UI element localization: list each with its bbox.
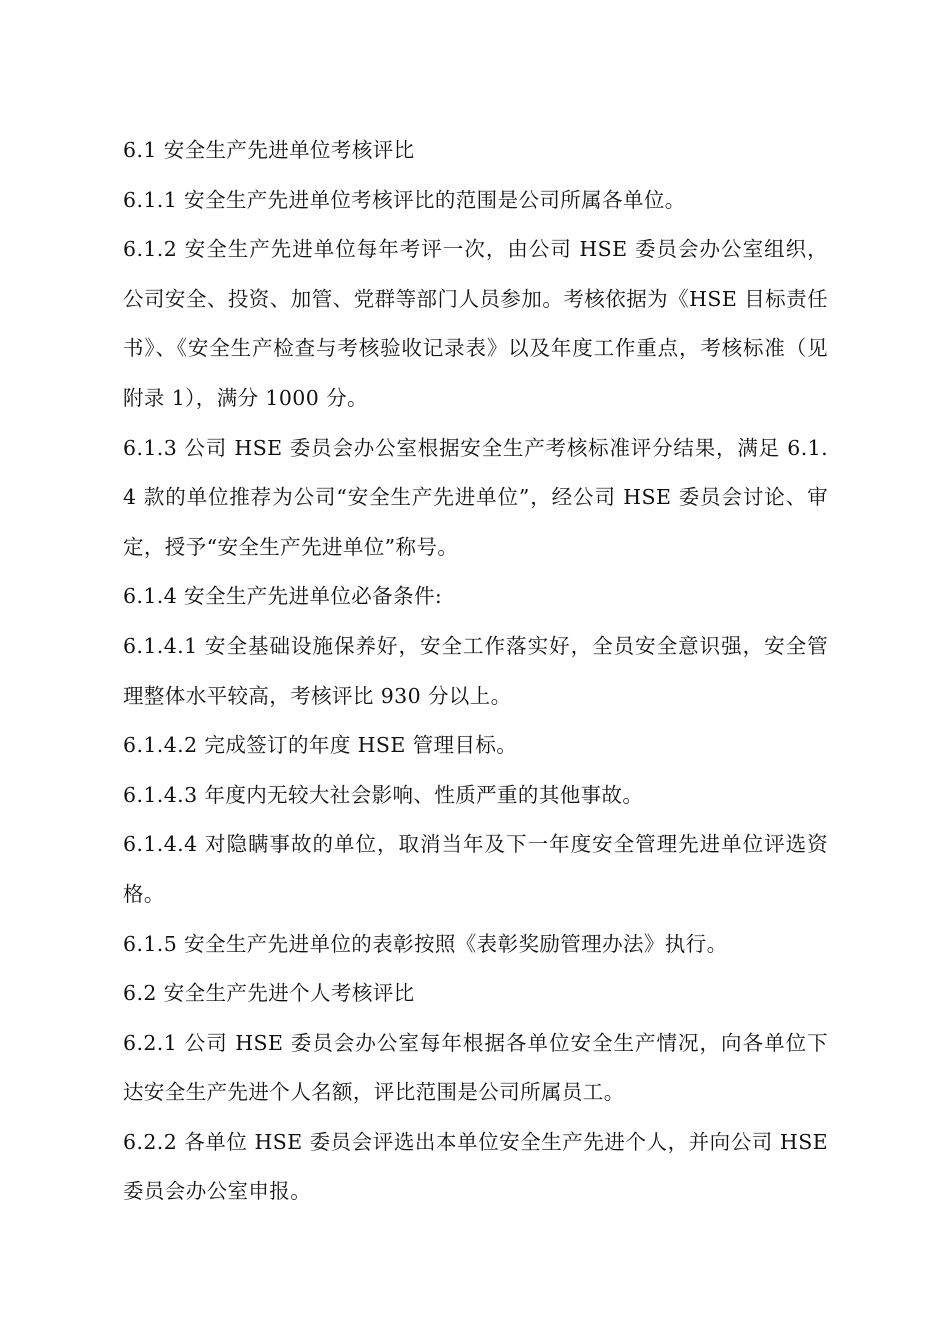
paragraph-6-2-1: 6.2.1 公司 HSE 委员会办公室每年根据各单位安全生产情况，向各单位下达安全生产先进个人名额，评比范围是公司所属员工。 — [123, 1030, 828, 1105]
section-heading-6-1: 6.1 安全生产先进单位考核评比 — [123, 138, 415, 162]
paragraph-6-1-4-4: 6.1.4.4 对隐瞒事故的单位，取消当年及下一年度安全管理先进单位评选资格。 — [123, 832, 828, 906]
paragraph-6-1-4-1: 6.1.4.1 安全基础设施保养好，安全工作落实好，全员安全意识强，安全管理整体水平较高，考核评比 930 分以上。 — [123, 633, 828, 708]
paragraph-6-1-5: 6.1.5 安全生产先进单位的表彰按照《表彰奖励管理办法》执行。 — [123, 931, 728, 956]
paragraph-6-1-3: 6.1.3 公司 HSE 委员会办公室根据安全生产考核标准评分结果，满足 6.1.4 款的单位推荐为公司“安全生产先进单位”，经公司 HSE 委员会讨论、审定，授予“安全生产先进单位”称号。 — [123, 435, 828, 559]
paragraph-6-2-2: 6.2.2 各单位 HSE 委员会评选出本单位安全生产先进个人，并向公司 HSE 委员会办公室申报。 — [123, 1129, 828, 1204]
paragraph-6-1-4: 6.1.4 安全生产先进单位必备条件: — [123, 584, 443, 609]
section-heading-6-2: 6.2 安全生产先进个人考核评比 — [123, 981, 415, 1006]
paragraph-6-1-2: 6.1.2 安全生产先进单位每年考评一次，由公司 HSE 委员会办公室组织，公司安全、投资、加管、党群等部门人员参加。考核依据为《HSE 目标责任书》、《安全生产检查与考核验收记录表》以及年度工作重点，考核标准（见附录 1），满分 1000 分。 — [123, 237, 828, 410]
paragraph-6-1-4-2: 6.1.4.2 完成签订的年度 HSE 管理目标。 — [123, 733, 518, 758]
paragraph-6-1-1: 6.1.1 安全生产先进单位考核评比的范围是公司所属各单位。 — [123, 187, 686, 212]
paragraph-6-1-4-3: 6.1.4.3 年度内无较大社会影响、性质严重的其他事故。 — [123, 782, 644, 807]
document-body — [123, 126, 828, 1217]
